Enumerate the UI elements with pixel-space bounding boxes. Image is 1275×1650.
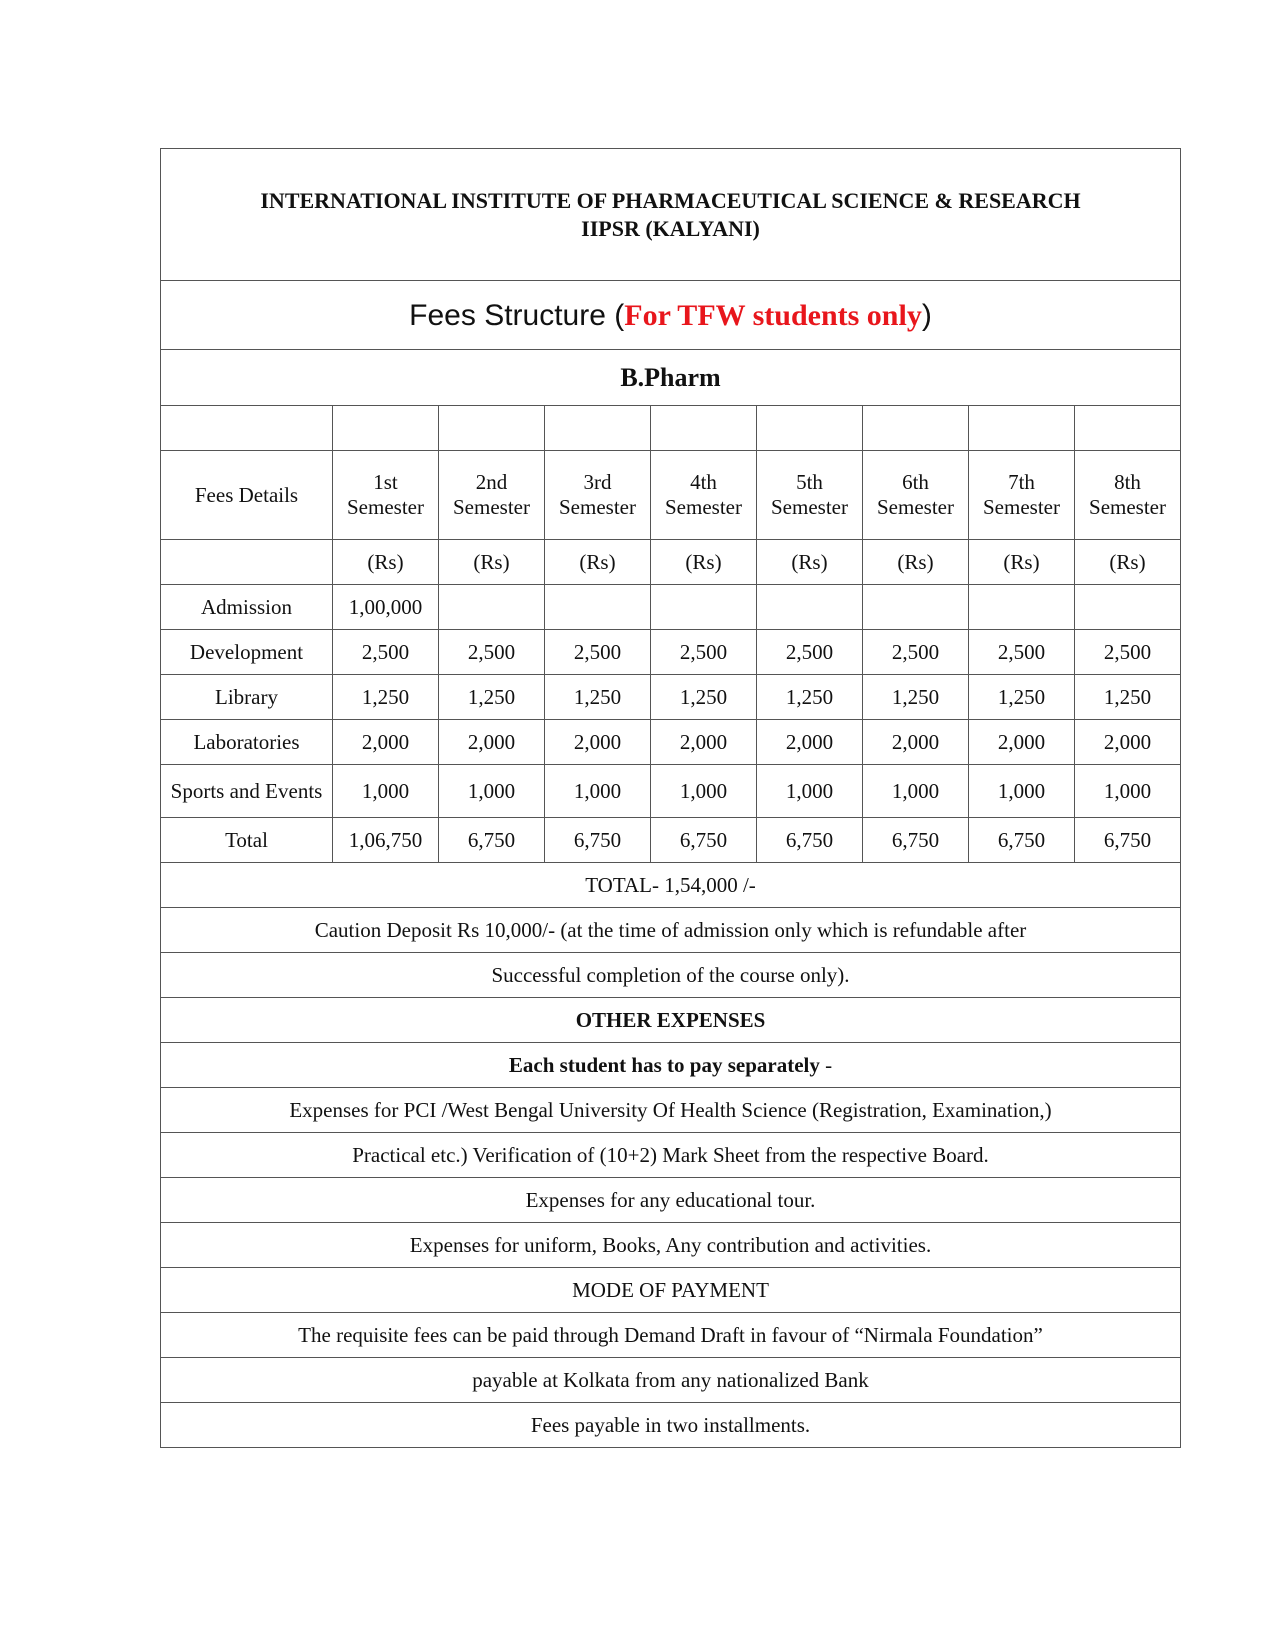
semester-header-5 (757, 451, 863, 540)
unit-cell: (Rs) (863, 540, 969, 585)
grand-total-row (161, 863, 1181, 908)
fee-cell: 1,250 (1075, 675, 1181, 720)
grand-total: TOTAL- 1,54,000 /- (161, 863, 1181, 908)
semester-word: Semester (771, 495, 848, 519)
institute-name: INTERNATIONAL INSTITUTE OF PHARMACEUTICAL SCIENCE & RESEARCH (260, 187, 1081, 213)
blank-row (161, 406, 1181, 451)
semester-number: 6th (902, 470, 929, 494)
payment-line-3: Fees payable in two installments. (161, 1403, 1181, 1448)
pay-separately-heading: Each student has to pay separately - (161, 1043, 1181, 1088)
caution-deposit-line-1-row (161, 908, 1181, 953)
fee-cell: 1,000 (651, 765, 757, 818)
fees-structure-title: Fees Structure (For TFW students only) (161, 281, 1181, 350)
fee-cell (863, 585, 969, 630)
semester-header-2 (439, 451, 545, 540)
program-row (161, 350, 1181, 406)
fee-cell: 2,500 (333, 630, 439, 675)
fee-row-label: Development (161, 630, 333, 675)
fee-cell: 6,750 (651, 818, 757, 863)
fee-structure-table (160, 148, 1181, 1448)
fee-cell: 2,500 (969, 630, 1075, 675)
semester-word: Semester (453, 495, 530, 519)
fee-row-label: Admission (161, 585, 333, 630)
unit-cell: (Rs) (333, 540, 439, 585)
fee-cell: 6,750 (969, 818, 1075, 863)
fee-cell (1075, 585, 1181, 630)
semester-header-1 (333, 451, 439, 540)
semester-number: 8th (1114, 470, 1141, 494)
fee-cell (757, 585, 863, 630)
fee-cell: 2,500 (545, 630, 651, 675)
fee-cell: 1,000 (863, 765, 969, 818)
fee-cell: 1,250 (333, 675, 439, 720)
fee-cell: 2,000 (863, 720, 969, 765)
semester-number: 1st (373, 470, 398, 494)
institute-short-name: IIPSR (KALYANI) (581, 215, 760, 241)
fee-cell: 1,250 (863, 675, 969, 720)
semester-number: 3rd (583, 470, 612, 494)
semester-header-3 (545, 451, 651, 540)
fee-cell: 1,000 (439, 765, 545, 818)
fee-cell (969, 585, 1075, 630)
unit-row (161, 540, 1181, 585)
fee-cell: 2,000 (1075, 720, 1181, 765)
fee-cell: 2,500 (863, 630, 969, 675)
institute-header (161, 149, 1181, 281)
semester-word: Semester (559, 495, 636, 519)
expense-line-1-row (161, 1088, 1181, 1133)
fee-cell: 2,000 (333, 720, 439, 765)
fee-cell: 2,000 (757, 720, 863, 765)
pay-separately-heading-row (161, 1043, 1181, 1088)
fee-cell: 1,000 (757, 765, 863, 818)
fees-details-label: Fees Details (161, 451, 333, 540)
payment-line-1: The requisite fees can be paid through Demand Draft in favour of “Nirmala Foundation” (161, 1313, 1181, 1358)
fee-row (161, 630, 1181, 675)
fee-cell: 2,500 (757, 630, 863, 675)
fee-cell: 2,500 (1075, 630, 1181, 675)
caution-deposit-line-2: Successful completion of the course only). (161, 953, 1181, 998)
fee-cell: 2,500 (439, 630, 545, 675)
other-expenses-heading-row (161, 998, 1181, 1043)
fee-cell (439, 585, 545, 630)
semester-number: 7th (1008, 470, 1035, 494)
fee-cell: 1,000 (969, 765, 1075, 818)
fee-cell: 2,000 (651, 720, 757, 765)
fee-row-label: Laboratories (161, 720, 333, 765)
expense-line-2-row (161, 1133, 1181, 1178)
other-expenses-heading: OTHER EXPENSES (161, 998, 1181, 1043)
semester-number: 2nd (475, 470, 508, 494)
semester-number: 4th (690, 470, 717, 494)
semester-word: Semester (347, 495, 424, 519)
unit-cell: (Rs) (545, 540, 651, 585)
fee-cell: 1,250 (439, 675, 545, 720)
unit-cell: (Rs) (969, 540, 1075, 585)
header-row (161, 149, 1181, 281)
fee-row-label: Library (161, 675, 333, 720)
fee-cell (545, 585, 651, 630)
program-title: B.Pharm (161, 350, 1181, 406)
fee-cell: 6,750 (1075, 818, 1181, 863)
fee-cell (651, 585, 757, 630)
fee-cell: 6,750 (439, 818, 545, 863)
tfw-highlight: For TFW students only (624, 298, 922, 332)
unit-row-blank (161, 540, 333, 585)
fee-cell: 6,750 (757, 818, 863, 863)
unit-cell: (Rs) (1075, 540, 1181, 585)
fee-cell: 2,000 (545, 720, 651, 765)
fee-cell: 1,250 (969, 675, 1075, 720)
expense-line-3-row (161, 1178, 1181, 1223)
fee-cell: 2,500 (651, 630, 757, 675)
fee-cell: 2,000 (439, 720, 545, 765)
fee-row (161, 818, 1181, 863)
expense-line-4: Expenses for uniform, Books, Any contribution and activities. (161, 1223, 1181, 1268)
fee-cell: 1,000 (1075, 765, 1181, 818)
fee-row-label: Sports and Events (161, 765, 333, 818)
fee-row (161, 675, 1181, 720)
caution-deposit-line-1: Caution Deposit Rs 10,000/- (at the time of admission only which is refundable after (161, 908, 1181, 953)
semester-header-8 (1075, 451, 1181, 540)
fee-cell: 2,000 (969, 720, 1075, 765)
fee-cell: 1,000 (545, 765, 651, 818)
semester-word: Semester (983, 495, 1060, 519)
expense-line-3: Expenses for any educational tour. (161, 1178, 1181, 1223)
unit-cell: (Rs) (651, 540, 757, 585)
fee-row (161, 720, 1181, 765)
expense-line-1: Expenses for PCI /West Bengal University Of Health Science (Registration, Examination,) (161, 1088, 1181, 1133)
semester-word: Semester (665, 495, 742, 519)
mode-of-payment-heading-row (161, 1268, 1181, 1313)
unit-cell: (Rs) (757, 540, 863, 585)
fee-cell: 1,250 (651, 675, 757, 720)
expense-line-2: Practical etc.) Verification of (10+2) Mark Sheet from the respective Board. (161, 1133, 1181, 1178)
semester-header-7 (969, 451, 1075, 540)
semester-number: 5th (796, 470, 823, 494)
fee-cell: 1,00,000 (333, 585, 439, 630)
unit-cell: (Rs) (439, 540, 545, 585)
fee-cell: 1,250 (757, 675, 863, 720)
fee-cell: 1,250 (545, 675, 651, 720)
caution-deposit-line-2-row (161, 953, 1181, 998)
semester-header-6 (863, 451, 969, 540)
semester-header-4 (651, 451, 757, 540)
fees-structure-row (161, 281, 1181, 350)
fee-row (161, 585, 1181, 630)
semester-header-row (161, 451, 1181, 540)
fee-cell: 6,750 (545, 818, 651, 863)
semester-word: Semester (1089, 495, 1166, 519)
mode-of-payment-heading: MODE OF PAYMENT (161, 1268, 1181, 1313)
expense-line-4-row (161, 1223, 1181, 1268)
fee-cell: 6,750 (863, 818, 969, 863)
fee-cell: 1,06,750 (333, 818, 439, 863)
fee-row (161, 765, 1181, 818)
payment-line-2: payable at Kolkata from any nationalized Bank (161, 1358, 1181, 1403)
fee-row-label: Total (161, 818, 333, 863)
payment-line-1-row (161, 1313, 1181, 1358)
semester-word: Semester (877, 495, 954, 519)
payment-line-2-row (161, 1358, 1181, 1403)
payment-line-3-row (161, 1403, 1181, 1448)
fee-cell: 1,000 (333, 765, 439, 818)
fee-structure-document (160, 148, 1180, 1448)
